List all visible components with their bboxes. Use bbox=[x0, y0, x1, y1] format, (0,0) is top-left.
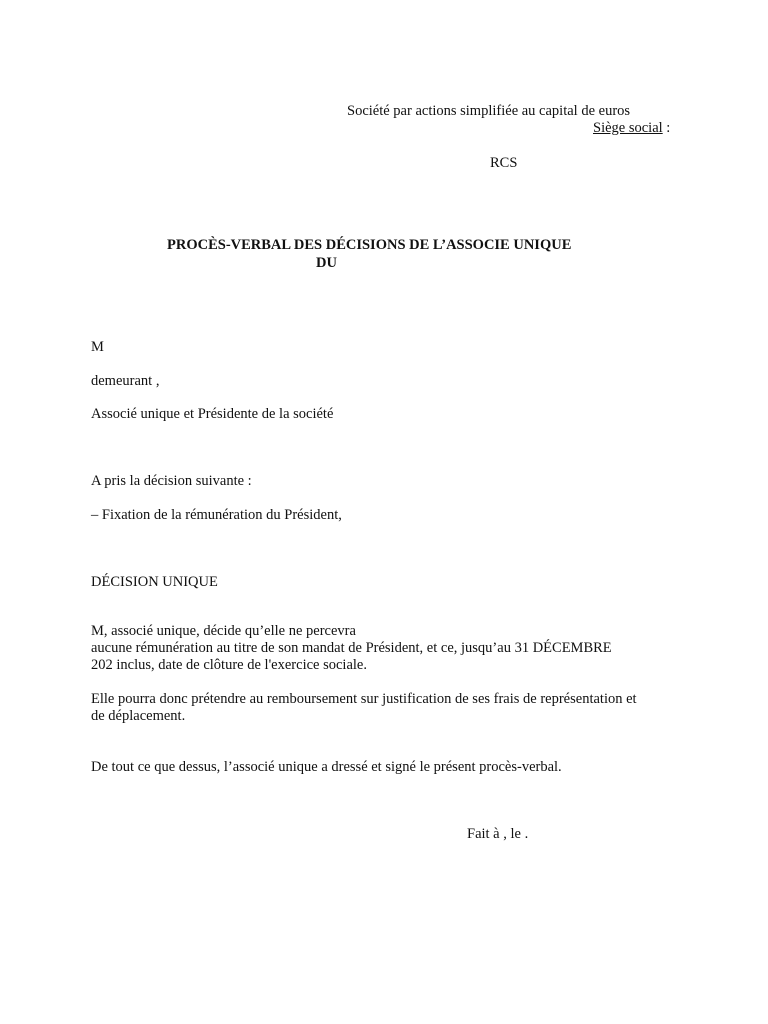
decision-paragraph2-line2: de déplacement. bbox=[91, 708, 186, 724]
closing-statement: De tout ce que dessus, l’associé unique a dressé et signé le présent procès-verbal. bbox=[91, 759, 562, 775]
document-title-line1: PROCÈS-VERBAL DES DÉCISIONS DE L’ASSOCIE UNIQUE bbox=[167, 237, 572, 253]
head-office-label: Siège social bbox=[593, 120, 663, 136]
decision-intro-heading: A pris la décision suivante : bbox=[91, 473, 252, 489]
decision-paragraph2-line1: Elle pourra donc prétendre au remboursement sur justification de ses frais de représentation et bbox=[91, 691, 637, 707]
decision-paragraph1-line2: aucune rémunération au titre de son mandat de Président, et ce, jusqu’au 31 DÉCEMBRE bbox=[91, 640, 612, 656]
decision-paragraph1-line1: M, associé unique, décide qu’elle ne percevra bbox=[91, 623, 356, 639]
associate-name: M bbox=[91, 339, 104, 355]
head-office-colon: : bbox=[662, 120, 671, 136]
head-office-line bbox=[593, 119, 670, 137]
company-form-text: Société par actions simplifiée au capital de euros bbox=[347, 103, 631, 119]
rcs-text: RCS bbox=[490, 155, 518, 171]
associate-role: Associé unique et Présidente de la société bbox=[91, 406, 334, 422]
document-title-line2: DU bbox=[316, 255, 337, 271]
decision-paragraph1-line3: 202 inclus, date de clôture de l'exercice sociale. bbox=[91, 657, 367, 673]
decision-intro-item: – Fixation de la rémunération du Président, bbox=[91, 507, 342, 523]
place-date: Fait à , le . bbox=[467, 826, 529, 842]
associate-address: demeurant , bbox=[91, 373, 160, 389]
decision-heading: DÉCISION UNIQUE bbox=[91, 574, 218, 590]
